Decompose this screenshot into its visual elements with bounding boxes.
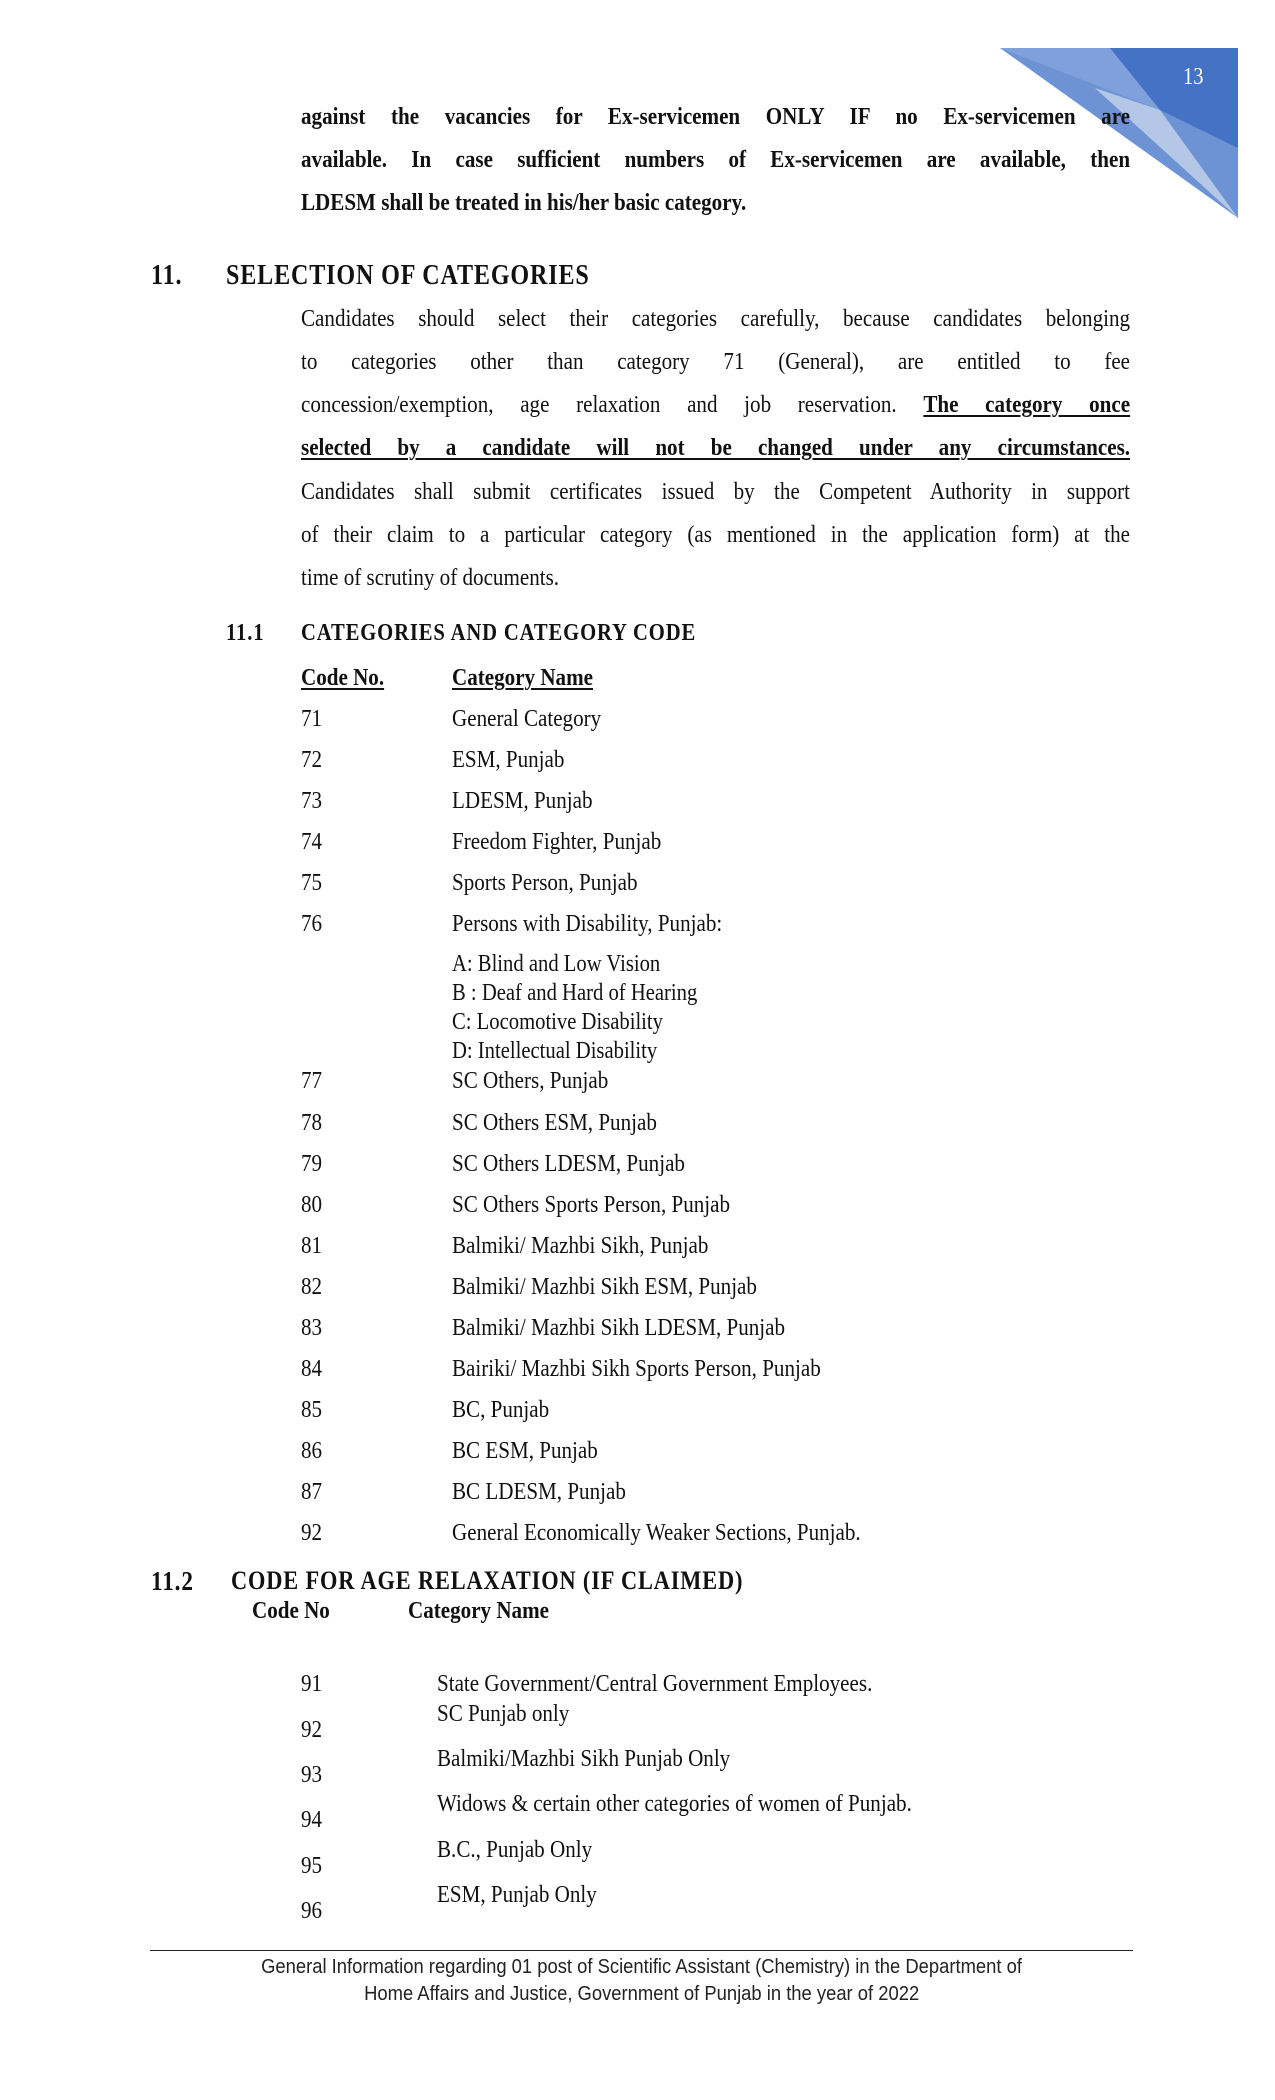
- table-row-name: SC Others LDESM, Punjab: [452, 1150, 685, 1177]
- footer-line-2: Home Affairs and Justice, Government of Punjab in the year of 2022: [363, 1983, 920, 2005]
- table-row-name: SC Others, Punjab: [452, 1067, 609, 1094]
- table-row-name: Widows & certain other categories of women of Punjab.: [437, 1790, 912, 1817]
- table-row-name: ESM, Punjab Only: [437, 1881, 597, 1908]
- table-row-code: 86: [301, 1437, 323, 1464]
- table-row-name: BC LDESM, Punjab: [452, 1478, 626, 1505]
- table-row-code: 80: [301, 1191, 323, 1218]
- table-row-name: B.C., Punjab Only: [437, 1836, 593, 1863]
- table-row-name: SC Others Sports Person, Punjab: [452, 1191, 731, 1218]
- table-row-name: Persons with Disability, Punjab:: [452, 910, 723, 937]
- table-row-name: General Economically Weaker Sections, Punjab.: [452, 1519, 861, 1546]
- intro-line-1: against the vacancies for Ex-servicemen ONLY IF no Ex-servicemen are: [301, 103, 1131, 130]
- table-row-code: 83: [301, 1314, 323, 1341]
- para-line-3: [301, 391, 1130, 419]
- section-11-2-title: CODE FOR AGE RELAXATION (IF CLAIMED): [231, 1566, 744, 1595]
- table-row-code: 79: [301, 1150, 323, 1177]
- page-number: 13: [1183, 64, 1204, 90]
- table-row-code: 96: [301, 1897, 323, 1924]
- section-11-1-number: 11.1: [226, 620, 265, 646]
- table-row-name: BC ESM, Punjab: [452, 1437, 598, 1464]
- table-row-name: Balmiki/ Mazhbi Sikh LDESM, Punjab: [452, 1314, 786, 1341]
- table-row-name: Freedom Fighter, Punjab: [452, 828, 662, 855]
- disability-subtype: C: Locomotive Disability: [452, 1009, 663, 1035]
- table-row-code: 82: [301, 1273, 323, 1300]
- section-11-2-number: 11.2: [151, 1566, 194, 1596]
- para-line-3-plain: concession/exemption, age relaxation and job reservation.: [301, 391, 897, 418]
- table-row-code: 85: [301, 1396, 323, 1423]
- table-row-code: 72: [301, 746, 323, 773]
- disability-subtype: D: Intellectual Disability: [452, 1038, 658, 1064]
- table-row-code: 76: [301, 910, 323, 937]
- table-row-code: 92: [301, 1519, 323, 1546]
- para-line-4-emphasis: selected by a candidate will not be changed under any circumstances.: [301, 434, 1131, 461]
- table-row-code: 93: [301, 1761, 323, 1788]
- disability-subtype: B : Deaf and Hard of Hearing: [452, 980, 698, 1006]
- table-row-name: Sports Person, Punjab: [452, 869, 638, 896]
- table-header-name: Category Name: [452, 664, 593, 691]
- table-row-code: 91: [301, 1670, 323, 1697]
- para-line-5: Candidates shall submit certificates issued by the Competent Authority in support: [301, 478, 1131, 505]
- table-row-name: General Category: [452, 705, 602, 732]
- intro-line-3: LDESM shall be treated in his/her basic category.: [301, 189, 747, 216]
- table-row-code: 74: [301, 828, 323, 855]
- table-row-code: 92: [301, 1716, 323, 1743]
- table-row-name: Bairiki/ Mazhbi Sikh Sports Person, Punjab: [452, 1355, 821, 1382]
- table-row-name: SC Others ESM, Punjab: [452, 1109, 657, 1136]
- table-row-code: 84: [301, 1355, 323, 1382]
- footer-line-1: General Information regarding 01 post of Scientific Assistant (Chemistry) in the Department of: [261, 1956, 1022, 1978]
- table-row-code: 78: [301, 1109, 323, 1136]
- section-11-1-title: CATEGORIES AND CATEGORY CODE: [301, 620, 697, 646]
- disability-subtype: A: Blind and Low Vision: [452, 951, 661, 977]
- table-row-name: Balmiki/ Mazhbi Sikh ESM, Punjab: [452, 1273, 757, 1300]
- table-header-code: Code No.: [301, 664, 385, 691]
- para-line-6: of their claim to a particular category (as mentioned in the application form) at the: [301, 521, 1131, 548]
- table-row-code: 73: [301, 787, 323, 814]
- table-row-code: 71: [301, 705, 323, 732]
- table-row-code: 87: [301, 1478, 323, 1505]
- table-row-code: 94: [301, 1806, 323, 1833]
- table-row-name: Balmiki/ Mazhbi Sikh, Punjab: [452, 1232, 709, 1259]
- table-row-code: 95: [301, 1852, 323, 1879]
- table-row-code: 81: [301, 1232, 323, 1259]
- para-line-1: Candidates should select their categories carefully, because candidates belonging: [301, 305, 1131, 332]
- table-row-name: Balmiki/Mazhbi Sikh Punjab Only: [437, 1745, 731, 1772]
- table-row-code: 75: [301, 869, 323, 896]
- table-row-code: 77: [301, 1067, 323, 1094]
- table-row-name: ESM, Punjab: [452, 746, 565, 773]
- table-row-name: State Government/Central Government Employees.: [437, 1670, 873, 1697]
- table-row-name: SC Punjab only: [437, 1700, 570, 1727]
- table-row-name: BC, Punjab: [452, 1396, 550, 1423]
- age-table-header-name: Category Name: [408, 1597, 549, 1624]
- table-row-name: LDESM, Punjab: [452, 787, 593, 814]
- para-line-7: time of scrutiny of documents.: [301, 564, 560, 591]
- intro-line-2: available. In case sufficient numbers of Ex-servicemen are available, then: [301, 146, 1131, 173]
- para-line-2: to categories other than category 71 (General), are entitled to fee: [301, 348, 1131, 375]
- age-table-header-code: Code No: [252, 1597, 330, 1624]
- section-11-title: SELECTION OF CATEGORIES: [226, 260, 590, 291]
- para-line-3-emphasis: The category once: [923, 391, 1131, 418]
- footer-divider: [150, 1950, 1133, 1951]
- section-11-number: 11.: [151, 260, 183, 291]
